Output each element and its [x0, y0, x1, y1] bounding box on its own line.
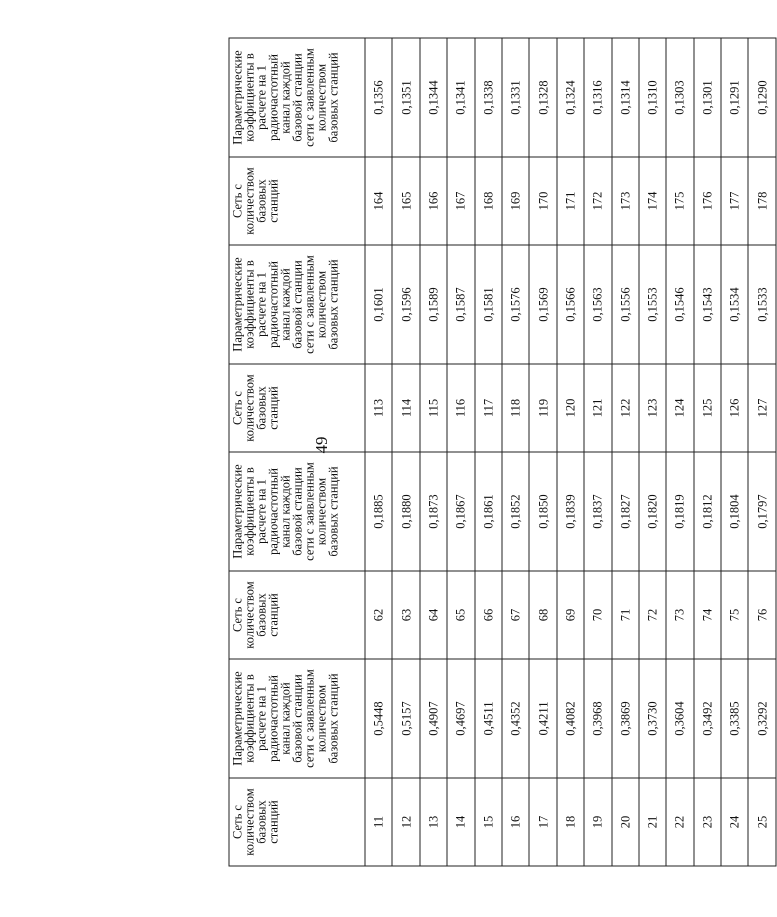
coefficient-cell: 0,1581	[475, 245, 502, 364]
station-count-cell: 168	[475, 157, 502, 245]
header-cell: Параметрические коэффициенты в расчете на 1 радиочастотный канал каждой базовой станции сети с заявленным количеством базовых станций	[229, 38, 365, 157]
station-count-cell: 120	[557, 364, 584, 452]
coefficient-cell: 0,1596	[392, 245, 419, 364]
station-count-cell: 76	[748, 571, 776, 659]
coefficient-cell: 0,1820	[639, 452, 666, 571]
station-count-cell: 74	[694, 571, 721, 659]
station-count-cell: 124	[666, 364, 693, 452]
station-count-cell: 127	[748, 364, 776, 452]
header-cell: Параметрические коэффициенты в расчете на 1 радиочастотный канал каждой базовой станции сети с заявленным количеством базовых станций	[229, 659, 365, 778]
station-count-cell: 171	[557, 157, 584, 245]
coefficient-cell: 0,1338	[475, 38, 502, 157]
station-count-cell: 123	[639, 364, 666, 452]
station-count-cell: 63	[392, 571, 419, 659]
station-count-cell: 117	[475, 364, 502, 452]
coefficient-cell: 0,1812	[694, 452, 721, 571]
coefficient-cell: 0,3730	[639, 659, 666, 778]
station-count-cell: 13	[420, 778, 447, 866]
coefficient-cell: 0,5448	[365, 659, 392, 778]
coefficient-cell: 0,1310	[639, 38, 666, 157]
table-row	[694, 38, 721, 866]
coefficient-cell: 0,1328	[529, 38, 556, 157]
station-count-cell: 71	[612, 571, 639, 659]
coefficient-cell: 0,1291	[721, 38, 748, 157]
station-count-cell: 19	[584, 778, 611, 866]
station-count-cell: 62	[365, 571, 392, 659]
header-cell: Сеть с количеством базовых станций	[229, 778, 365, 866]
table-row	[529, 38, 556, 866]
coefficient-cell: 0,3385	[721, 659, 748, 778]
station-count-cell: 114	[392, 364, 419, 452]
table-row	[365, 38, 392, 866]
station-count-cell: 25	[748, 778, 776, 866]
station-count-cell: 165	[392, 157, 419, 245]
header-cell: Сеть с количеством базовых станций	[229, 157, 365, 245]
table-container	[229, 48, 777, 867]
coefficient-cell: 0,1576	[502, 245, 529, 364]
station-count-cell: 169	[502, 157, 529, 245]
coefficient-cell: 0,1839	[557, 452, 584, 571]
coefficient-cell: 0,1301	[694, 38, 721, 157]
table-row	[420, 38, 447, 866]
coefficient-cell: 0,3292	[748, 659, 776, 778]
station-count-cell: 175	[666, 157, 693, 245]
table-row	[557, 38, 584, 866]
station-count-cell: 14	[447, 778, 474, 866]
table-row	[666, 38, 693, 866]
table-row	[639, 38, 666, 866]
station-count-cell: 118	[502, 364, 529, 452]
coefficient-cell: 0,1341	[447, 38, 474, 157]
coefficient-cell: 0,1351	[392, 38, 419, 157]
table-row	[392, 38, 419, 866]
table-row	[721, 38, 748, 866]
station-count-cell: 18	[557, 778, 584, 866]
table-row	[584, 38, 611, 866]
coefficients-table	[229, 38, 777, 867]
coefficient-cell: 0,1290	[748, 38, 776, 157]
station-count-cell: 126	[721, 364, 748, 452]
coefficient-cell: 0,1543	[694, 245, 721, 364]
coefficient-cell: 0,1852	[502, 452, 529, 571]
coefficient-cell: 0,4511	[475, 659, 502, 778]
header-row	[229, 38, 365, 866]
station-count-cell: 164	[365, 157, 392, 245]
coefficient-cell: 0,1556	[612, 245, 639, 364]
coefficient-cell: 0,1356	[365, 38, 392, 157]
station-count-cell: 173	[612, 157, 639, 245]
coefficient-cell: 0,3869	[612, 659, 639, 778]
station-count-cell: 21	[639, 778, 666, 866]
coefficient-cell: 0,1331	[502, 38, 529, 157]
station-count-cell: 12	[392, 778, 419, 866]
coefficient-cell: 0,1553	[639, 245, 666, 364]
coefficient-cell: 0,1303	[666, 38, 693, 157]
station-count-cell: 17	[529, 778, 556, 866]
coefficient-cell: 0,4907	[420, 659, 447, 778]
station-count-cell: 174	[639, 157, 666, 245]
station-count-cell: 119	[529, 364, 556, 452]
table-row	[447, 38, 474, 866]
coefficient-cell: 0,1344	[420, 38, 447, 157]
station-count-cell: 11	[365, 778, 392, 866]
table-body	[365, 38, 776, 866]
station-count-cell: 15	[475, 778, 502, 866]
coefficient-cell: 0,1533	[748, 245, 776, 364]
coefficient-cell: 0,1885	[365, 452, 392, 571]
station-count-cell: 24	[721, 778, 748, 866]
station-count-cell: 22	[666, 778, 693, 866]
coefficient-cell: 0,4211	[529, 659, 556, 778]
station-count-cell: 167	[447, 157, 474, 245]
table-row	[502, 38, 529, 866]
coefficient-cell: 0,1546	[666, 245, 693, 364]
coefficient-cell: 0,1316	[584, 38, 611, 157]
coefficient-cell: 0,3968	[584, 659, 611, 778]
station-count-cell: 172	[584, 157, 611, 245]
station-count-cell: 166	[420, 157, 447, 245]
coefficient-cell: 0,1837	[584, 452, 611, 571]
station-count-cell: 73	[666, 571, 693, 659]
header-cell: Параметрические коэффициенты в расчете на 1 радиочастотный канал каждой базовой станции сети с заявленным количеством базовых станций	[229, 452, 365, 571]
station-count-cell: 125	[694, 364, 721, 452]
station-count-cell: 69	[557, 571, 584, 659]
station-count-cell: 66	[475, 571, 502, 659]
station-count-cell: 16	[502, 778, 529, 866]
coefficient-cell: 0,1587	[447, 245, 474, 364]
station-count-cell: 70	[584, 571, 611, 659]
coefficient-cell: 0,1867	[447, 452, 474, 571]
coefficient-cell: 0,1819	[666, 452, 693, 571]
station-count-cell: 170	[529, 157, 556, 245]
station-count-cell: 68	[529, 571, 556, 659]
coefficient-cell: 0,1797	[748, 452, 776, 571]
station-count-cell: 67	[502, 571, 529, 659]
coefficient-cell: 0,1563	[584, 245, 611, 364]
coefficient-cell: 0,1804	[721, 452, 748, 571]
station-count-cell: 115	[420, 364, 447, 452]
coefficient-cell: 0,3604	[666, 659, 693, 778]
station-count-cell: 113	[365, 364, 392, 452]
station-count-cell: 177	[721, 157, 748, 245]
coefficient-cell: 0,5157	[392, 659, 419, 778]
coefficient-cell: 0,4697	[447, 659, 474, 778]
coefficient-cell: 0,1861	[475, 452, 502, 571]
header-cell: Сеть с количеством базовых станций	[229, 364, 365, 452]
coefficient-cell: 0,1324	[557, 38, 584, 157]
page-number: 49	[312, 436, 331, 454]
station-count-cell: 116	[447, 364, 474, 452]
table-row	[612, 38, 639, 866]
station-count-cell: 75	[721, 571, 748, 659]
station-count-cell: 20	[612, 778, 639, 866]
header-cell: Параметрические коэффициенты в расчете на 1 радиочастотный канал каждой базовой станции сети с заявленным количеством базовых станций	[229, 245, 365, 364]
station-count-cell: 122	[612, 364, 639, 452]
coefficient-cell: 0,4352	[502, 659, 529, 778]
coefficient-cell: 0,1314	[612, 38, 639, 157]
coefficient-cell: 0,1534	[721, 245, 748, 364]
coefficient-cell: 0,3492	[694, 659, 721, 778]
station-count-cell: 72	[639, 571, 666, 659]
station-count-cell: 176	[694, 157, 721, 245]
coefficient-cell: 0,1873	[420, 452, 447, 571]
coefficient-cell: 0,1827	[612, 452, 639, 571]
coefficient-cell: 0,1850	[529, 452, 556, 571]
coefficient-cell: 0,4082	[557, 659, 584, 778]
coefficient-cell: 0,1880	[392, 452, 419, 571]
header-cell: Сеть с количеством базовых станций	[229, 571, 365, 659]
station-count-cell: 64	[420, 571, 447, 659]
table-row	[475, 38, 502, 866]
coefficient-cell: 0,1569	[529, 245, 556, 364]
station-count-cell: 178	[748, 157, 776, 245]
coefficient-cell: 0,1601	[365, 245, 392, 364]
coefficient-cell: 0,1566	[557, 245, 584, 364]
station-count-cell: 23	[694, 778, 721, 866]
coefficient-cell: 0,1589	[420, 245, 447, 364]
station-count-cell: 65	[447, 571, 474, 659]
table-row	[748, 38, 776, 866]
station-count-cell: 121	[584, 364, 611, 452]
